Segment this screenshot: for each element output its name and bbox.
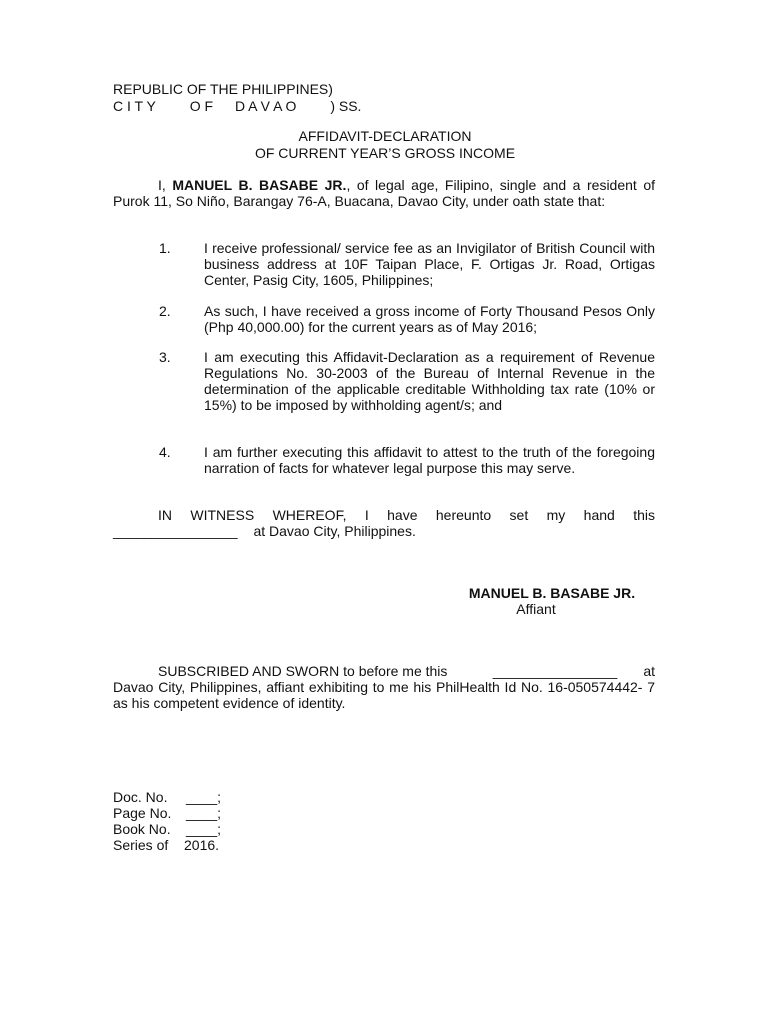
item-text: I am executing this Affidavit-Declaration as a requirement of Revenue Regulations No. 30-2003 of the Bureau of Internal Revenue in the determination of the applicable creditable Withholding tax rate (10% or 15%) to be imposed by withholding agent/s; and (204, 349, 655, 413)
item-number: 2. (159, 303, 171, 319)
item-text: I am further executing this affidavit to attest to the truth of the foregoing narration of facts for whatever legal purpose this may serve. (204, 444, 655, 476)
item-text: I receive professional/ service fee as an Invigilator of British Council with business address at 10F Taipan Place, F. Ortigas Jr. Road, Ortigas Center, Pasig City, 1605, Philippines; (204, 240, 655, 288)
item-number: 4. (159, 444, 171, 460)
document-title-line1: AFFIDAVIT-DECLARATION (298, 128, 472, 144)
affiant-name-inline: MANUEL B. BASABE JR. (172, 177, 347, 193)
notarial-label: Series of (113, 837, 169, 853)
header-of: O F (189, 98, 214, 114)
witness-place: at Davao City, Philippines. (253, 523, 416, 539)
item-number: 3. (159, 349, 171, 365)
intro-rest: , of legal age, Filipino, single and a resident of Purok 11, So Niño, Barangay 76-A, Buacana, Davao City, under oath state that: (113, 177, 656, 209)
jurat-blank-group (493, 663, 655, 679)
header-city-line (113, 98, 361, 114)
document-title-line2: OF CURRENT YEAR’S GROSS INCOME (254, 145, 516, 161)
signature-role: Affiant (516, 601, 556, 617)
notarial-label: Book No. (113, 821, 171, 837)
header-ss: ) SS. (330, 98, 362, 114)
item-number: 1. (159, 240, 171, 256)
header-republic: REPUBLIC OF THE PHILIPPINES) (113, 81, 333, 97)
witness-line2 (113, 523, 416, 539)
intro-paragraph (113, 177, 655, 209)
witness-line1: IN WITNESS WHEREOF, I have hereunto set my hand this (158, 507, 655, 523)
notarial-value: ____; (186, 805, 222, 821)
jurat-date-blank: ________________ (492, 663, 618, 679)
header-city: C I T Y (113, 98, 156, 114)
item-text: As such, I have received a gross income of Forty Thousand Pesos Only (Php 40,000.00) for the current years as of May 2016; (204, 303, 655, 335)
jurat-rest: Davao City, Philippines, affiant exhibiting to me his PhilHealth Id No. 16-050574442- 7 as his competent evidence of identity. (113, 679, 655, 711)
notarial-label: Doc. No. (113, 789, 168, 805)
jurat-at: at (643, 663, 655, 679)
jurat-text: SUBSCRIBED AND SWORN to before me this (158, 663, 448, 679)
notarial-value: ____; (186, 789, 222, 805)
jurat-line1 (158, 663, 655, 679)
notarial-value: 2016. (184, 837, 220, 853)
notarial-value: ____; (186, 821, 222, 837)
header-davao: D A V A O (234, 98, 297, 114)
witness-date-blank: ________________ (113, 523, 238, 539)
intro-prefix: I, (158, 177, 173, 193)
notarial-label: Page No. (113, 805, 172, 821)
signature-name: MANUEL B. BASABE JR. (468, 585, 636, 601)
